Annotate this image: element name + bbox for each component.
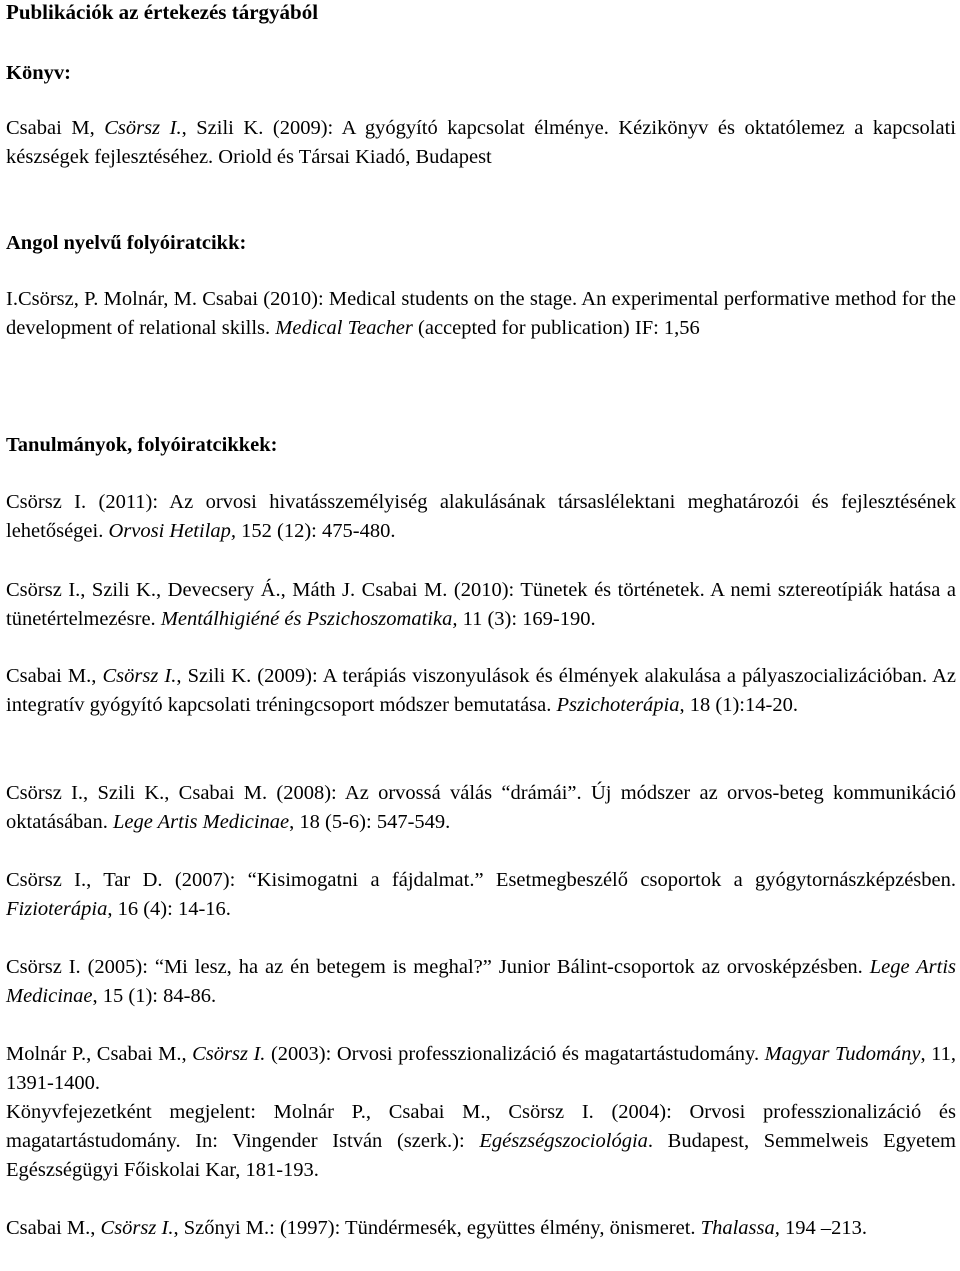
study-entry-4: Csörsz I., Szili K., Csabai M. (2008): Az orvossá válás “drámái”. Új módszer az orvos-beteg kommunikáció oktatásában. Lege Artis Medicinae, 18 (5-6): 547-549. xyxy=(6,782,956,833)
page-title: Publikációk az értekezés tárgyából xyxy=(6,0,319,24)
study-entry-8: Könyvfejezetként megjelent: Molnár P., Csabai M., Csörsz I. (2004): Orvosi professzionalizáció és magatartástudomány. In: Vingender István (szerk.): Egészségszociológia. Budapest, Semmelweis Egyetem Egészségügyi Főiskolai Kar, 181-193. xyxy=(6,1101,957,1181)
study-entry-6: Csörsz I. (2005): “Mi lesz, ha az én betegem is meghal?” Junior Bálint-csoportok az orvosképzésben. Lege Artis Medicinae, 15 (1): 84-86. xyxy=(6,956,956,1007)
book-entry: Csabai M, Csörsz I., Szili K. (2009): A gyógyító kapcsolat élménye. Kézikönyv és oktatólemez a kapcsolati készségek fejlesztéséhez. Oriold és Társai Kiadó, Budapest xyxy=(6,117,956,168)
study-entry-2: Csörsz I., Szili K., Devecsery Á., Máth J. Csabai M. (2010): Tünetek és történetek. A nemi sztereotípiák hatása a tünetértelmezésre. Mentálhigiéné és Pszichoszomatika, 11 (3): 169-190. xyxy=(6,579,956,630)
study-entry-7: Molnár P., Csabai M., Csörsz I. (2003): Orvosi professzionalizáció és magatartástudomány. Magyar Tudomány, 11, 1391-1400. xyxy=(6,1043,956,1094)
study-entry-5: Csörsz I., Tar D. (2007): “Kisimogatni a fájdalmat.” Esetmegbeszélő csoportok a gyógytornászképzésben. Fizioterápia, 16 (4): 14-16. xyxy=(6,869,956,920)
section-heading-studies: Tanulmányok, folyóiratcikkek: xyxy=(6,434,278,456)
study-entry-9: Csabai M., Csörsz I., Szőnyi M.: (1997): Tündérmesék, együttes élmény, önismeret. Thalassa, 194 –213. xyxy=(6,1217,867,1239)
english-article-entry: I.Csörsz, P. Molnár, M. Csabai (2010): Medical students on the stage. An experimental performative method for the development of relational skills. Medical Teacher (accepted for publication) IF: 1,56 xyxy=(6,288,956,339)
section-heading-english: Angol nyelvű folyóiratcikk: xyxy=(6,232,247,254)
section-heading-book: Könyv: xyxy=(6,62,71,84)
study-entry-3: Csabai M., Csörsz I., Szili K. (2009): A terápiás viszonyulások és élmények alakulása a pályaszocializációban. Az integratív gyógyító kapcsolati tréningcsoport módszer bemutatása. Pszichoterápia, 18 (1):14-20. xyxy=(6,665,956,716)
study-entry-1: Csörsz I. (2011): Az orvosi hivatásszemélyiség alakulásának társaslélektani meghatározói és fejlesztésének lehetőségei. Orvosi Hetilap, 152 (12): 475-480. xyxy=(6,491,956,542)
